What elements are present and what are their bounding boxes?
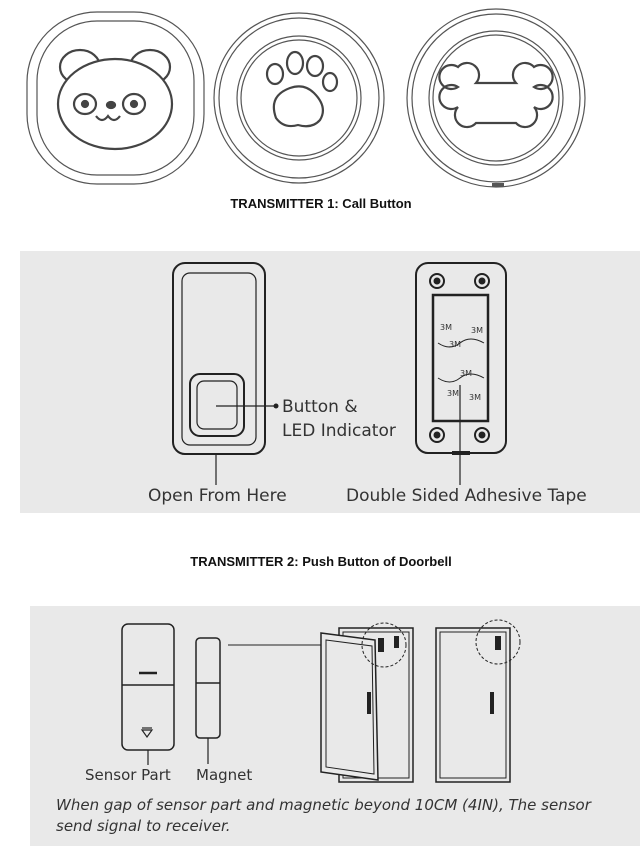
tape-mark: 3M (469, 393, 481, 402)
sensor-note: When gap of sensor part and magnetic beyond 10CM (4IN), The sensor send signal to receiver. (56, 796, 591, 835)
sensor-part (122, 624, 174, 765)
transmitter-2-caption: TRANSMITTER 2: Push Button of Doorbell (190, 554, 452, 569)
adhesive-tape-label: Double Sided Adhesive Tape (346, 486, 587, 506)
tape-mark: 3M (460, 369, 472, 378)
open-from-here-label: Open From Here (148, 486, 287, 506)
tape-mark: 3M (449, 340, 461, 349)
door-closed (436, 620, 520, 782)
button-led-label-line2: LED Indicator (282, 421, 396, 441)
door-open (321, 623, 413, 782)
sensor-part-label: Sensor Part (85, 766, 171, 784)
button-led-label-line1: Button & (282, 397, 358, 417)
tape-mark: 3M (440, 323, 452, 332)
transmitter-1-caption: TRANSMITTER 1: Call Button (230, 196, 412, 211)
tape-mark: 3M (471, 326, 483, 335)
tape-mark: 3M (447, 389, 459, 398)
magnet-label: Magnet (196, 766, 253, 784)
sensor-indicator-icon (142, 730, 152, 737)
